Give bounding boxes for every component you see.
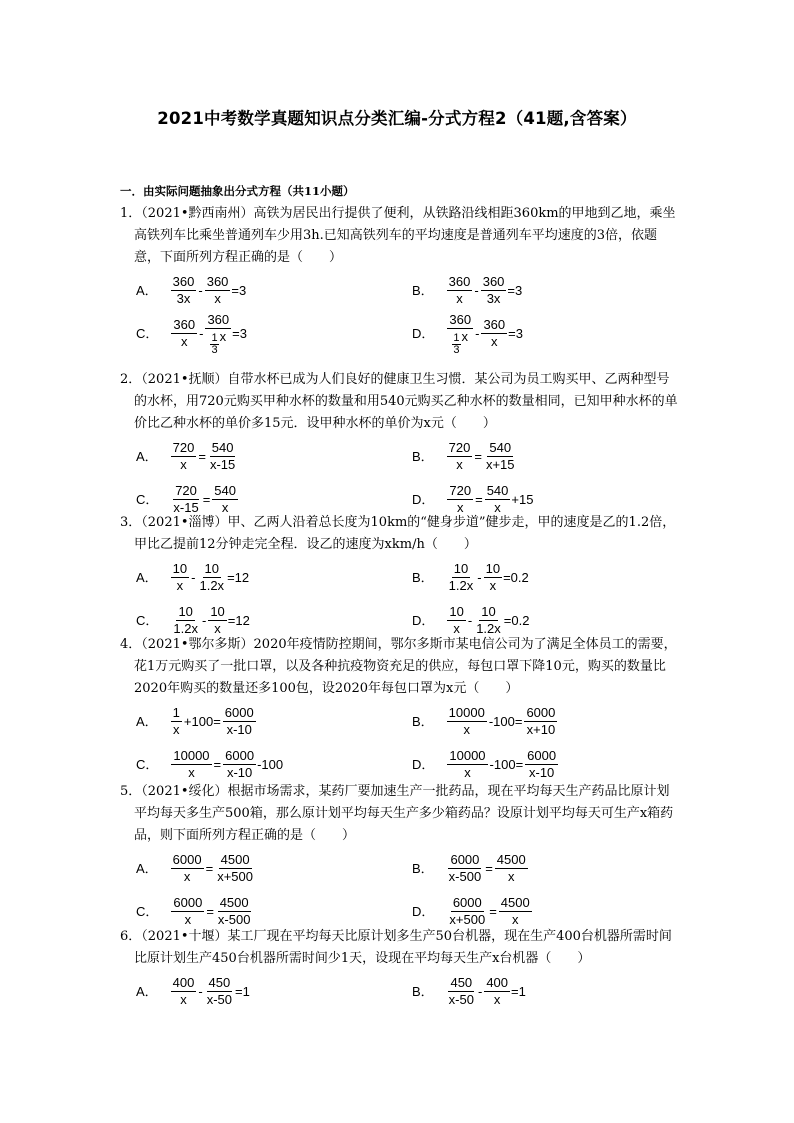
equation-rhs: +15 [511, 491, 534, 507]
numerator: 10000 [449, 748, 486, 763]
numerator: 10 [453, 561, 469, 576]
denominator: x [180, 457, 187, 472]
numerator: 10 [449, 604, 464, 619]
numerator: 10 [204, 561, 219, 576]
denominator: x [214, 291, 221, 306]
denominator: 1.2x [199, 578, 225, 593]
fraction [447, 440, 473, 473]
denominator: x [176, 578, 184, 593]
denominator: $\frac{1}{3}$ x [453, 328, 469, 356]
option-row [120, 269, 680, 312]
operator: +100= [183, 713, 221, 729]
option-label: B． [412, 983, 434, 999]
numerator: 4500 [220, 852, 250, 867]
operator: - [475, 325, 480, 341]
numerator: 6000 [172, 852, 202, 867]
denominator: x [511, 912, 519, 927]
denominator: x [491, 334, 498, 349]
option-a[interactable] [136, 435, 238, 478]
mini-fraction: $\frac{1}{3}$ [453, 331, 460, 356]
fraction [171, 975, 197, 1008]
option-a[interactable] [136, 970, 250, 1013]
fraction [208, 440, 237, 473]
fraction [171, 604, 200, 637]
numerator: 540 [211, 440, 234, 455]
option-label: A． [136, 569, 158, 585]
equation-rhs: -100 [257, 756, 284, 772]
option-label: D． [412, 756, 435, 772]
question-2 [120, 369, 680, 521]
fraction [215, 852, 255, 885]
denominator: x [180, 334, 188, 349]
numerator: 6000 [527, 748, 557, 763]
fraction [171, 895, 204, 928]
numerator: 6000 [526, 705, 556, 720]
numerator: 360 [483, 317, 506, 332]
operator: - [191, 569, 196, 585]
option-label: A． [136, 713, 158, 729]
fraction [171, 748, 211, 781]
equation-rhs: =12 [227, 612, 250, 628]
option-a[interactable] [136, 700, 257, 743]
operator: = [206, 903, 214, 919]
option-row [120, 312, 680, 355]
fraction [495, 852, 528, 885]
fraction [481, 317, 507, 350]
equation-rhs: =12 [227, 569, 250, 585]
numerator: 360 [207, 311, 230, 327]
denominator: x [463, 722, 470, 737]
denominator: x-10 [528, 765, 555, 780]
denominator: x [214, 621, 221, 636]
operator: - [474, 282, 479, 298]
fraction [484, 440, 517, 473]
fraction [484, 975, 510, 1008]
operator: -100= [488, 713, 523, 729]
fraction [447, 748, 487, 781]
numerator: 10 [485, 561, 501, 576]
denominator: x+15 [485, 457, 515, 472]
numerator: 540 [214, 483, 236, 498]
option-a[interactable] [136, 269, 246, 312]
denominator: x [489, 578, 497, 593]
numerator: 10 [481, 604, 496, 619]
option-row [120, 435, 680, 478]
option-row [120, 743, 680, 786]
numerator: 400 [486, 975, 509, 990]
denominator: x [184, 912, 192, 927]
operator: - [477, 569, 482, 585]
fraction [447, 975, 476, 1008]
fraction [474, 604, 503, 637]
equation-rhs: =3 [507, 282, 523, 298]
operator: = [202, 491, 211, 507]
option-b[interactable] [412, 847, 529, 890]
option-row [120, 847, 680, 890]
option-label: C． [136, 903, 159, 919]
option-label: C． [136, 612, 159, 628]
denominator: x [180, 992, 187, 1007]
fraction [171, 274, 197, 307]
fraction [447, 705, 487, 738]
numerator: 10 [172, 561, 188, 576]
numerator: 6000 [173, 895, 203, 910]
option-b[interactable] [412, 700, 558, 743]
denominator: x-10 [226, 765, 253, 780]
option-label: D． [412, 903, 435, 919]
equation-rhs: =1 [235, 983, 250, 999]
question-3 [120, 512, 680, 642]
section-heading: 一．由实际问题抽象出分式方程（共11小题） [120, 184, 355, 198]
denominator: 3x [176, 291, 191, 306]
option-label: C． [136, 325, 159, 341]
option-c[interactable] [136, 743, 283, 786]
option-label: D． [412, 325, 435, 341]
operator: = [213, 756, 222, 772]
fraction [223, 705, 256, 738]
numerator: 540 [486, 483, 509, 498]
equation-rhs: =3 [232, 325, 247, 341]
question-stem: 5．（2021•绥化）根据市场需求，某药厂要加速生产一批药品，现在平均每天生产药品比原计划平均每天多生产500箱，那么原计划平均每天生产多少箱药品？设原计划平均每天可生产x箱药品，则下面所列方程正确的是（ ） [120, 784, 674, 843]
option-row [120, 970, 680, 1013]
fraction [171, 440, 197, 473]
denominator: x-500 [217, 912, 251, 927]
denominator: x+500 [449, 912, 486, 927]
denominator: x [456, 291, 463, 306]
numerator: 360 [172, 274, 195, 289]
fraction [205, 274, 231, 307]
question-5 [120, 781, 680, 933]
numerator: 720 [175, 483, 197, 498]
option-row [120, 556, 680, 599]
option-a[interactable] [136, 847, 256, 890]
numerator: 360 [449, 311, 472, 327]
question-6 [120, 926, 680, 1013]
option-b[interactable] [412, 269, 522, 312]
operator: = [485, 860, 493, 876]
fraction [447, 895, 487, 928]
operator: = [474, 448, 482, 464]
operator: = [489, 903, 497, 919]
fraction [447, 312, 473, 356]
denominator: x [464, 765, 471, 780]
numerator: 10000 [448, 705, 485, 720]
option-label: B． [412, 860, 434, 876]
denominator: x [183, 869, 191, 884]
equation-rhs: =3 [231, 282, 247, 298]
option-b[interactable] [412, 556, 529, 599]
denominator: x [173, 722, 180, 737]
numerator: 400 [172, 975, 195, 990]
option-label: A． [136, 282, 158, 298]
operator: - [199, 325, 204, 341]
operator: = [198, 448, 206, 464]
fraction [447, 274, 473, 307]
operator: - [467, 612, 473, 628]
fraction [171, 705, 182, 738]
fraction [447, 852, 484, 885]
denominator: x [221, 500, 229, 515]
option-b[interactable] [412, 970, 526, 1013]
option-d[interactable] [412, 312, 523, 355]
option-label: B． [412, 713, 434, 729]
denominator: x [188, 765, 195, 780]
denominator: x [456, 500, 464, 515]
fraction [499, 895, 532, 928]
denominator: x+10 [526, 722, 556, 737]
denominator: 1.2x [173, 621, 198, 636]
question-stem: 4．（2021•鄂尔多斯）2020年疫情防控期间，鄂尔多斯市某电信公司为了满足全体员工的需要，花1万元购买了一批口罩，以及各种抗疫物资充足的供应，每包口罩下降10元，购买的数量比2020年购买的数量还多100包，设2020年每包口罩为x元（ ） [120, 637, 677, 696]
denominator: x-15 [209, 457, 236, 472]
numerator: 4500 [219, 895, 249, 910]
option-label: B． [412, 448, 434, 464]
numerator: 6000 [450, 852, 480, 867]
operator: = [475, 491, 483, 507]
option-row [120, 700, 680, 743]
numerator: 4500 [500, 895, 530, 910]
operator: - [201, 612, 207, 628]
option-label: C． [136, 491, 159, 507]
option-a[interactable] [136, 556, 249, 599]
fraction [205, 312, 231, 356]
denominator: x [508, 869, 515, 884]
fraction [171, 561, 189, 594]
fraction [197, 561, 226, 594]
numerator: 4500 [496, 852, 526, 867]
denominator: 1.2x [448, 578, 474, 593]
mini-fraction: $\frac{1}{3}$ [211, 331, 218, 356]
question-stem: 3．（2021•淄博）甲、乙两人沿着总长度为10km的“健身步道”健步走，甲的速度是乙的1.2倍，甲比乙提前12分钟走完全程．设乙的速度为xkm/h（ ） [120, 515, 676, 552]
denominator: x [453, 621, 460, 636]
numerator: 10 [178, 604, 193, 619]
option-label: C． [136, 756, 159, 772]
question-stem: 6．（2021•十堰）某工厂现在平均每天比原计划多生产50台机器，现在生产400台机器所需时间比原计划生产450台机器所需时间少1天，设现在平均每天生产x台机器（ ） [120, 929, 672, 966]
denominator: x [493, 992, 501, 1007]
numerator: 10 [210, 604, 225, 619]
option-label: B． [412, 282, 434, 298]
operator: = [205, 860, 214, 876]
fraction [524, 705, 557, 738]
fraction [171, 317, 197, 350]
option-label: D． [412, 491, 435, 507]
equation-rhs: =3 [508, 325, 523, 341]
numerator: 450 [208, 975, 231, 990]
question-4 [120, 634, 680, 786]
numerator: 720 [448, 440, 471, 455]
question-1 [120, 203, 680, 355]
option-b[interactable] [412, 435, 518, 478]
fraction [205, 975, 234, 1008]
numerator: 1 [172, 705, 180, 720]
numerator: 360 [448, 274, 471, 289]
option-d[interactable] [412, 743, 559, 786]
numerator: 6000 [452, 895, 482, 910]
fraction [216, 895, 253, 928]
fraction [525, 748, 558, 781]
equation-rhs: =1 [511, 983, 526, 999]
denominator: x+500 [217, 869, 253, 884]
denominator: x-50 [206, 992, 233, 1007]
denominator: 3x [486, 291, 501, 306]
numerator: 360 [206, 274, 229, 289]
fraction [171, 852, 204, 885]
operator: - [198, 983, 203, 999]
fraction [208, 604, 226, 637]
option-label: A． [136, 983, 158, 999]
denominator: x-50 [448, 992, 474, 1007]
fraction [481, 274, 507, 307]
operator: - [477, 983, 483, 999]
question-stem: 1．（2021•黔西南州）高铁为居民出行提供了便利，从铁路沿线相距360km的甲地到乙地，乘坐高铁列车比乘坐普通列车少用3h.已知高铁列车的平均速度是普通列车平均速度的3倍，依题意，下面所列方程正确的是（ ） [120, 206, 676, 265]
question-stem: 2．（2021•抚顺）自带水杯已成为人们良好的健康卫生习惯．某公司为员工购买甲、乙两种型号的水杯，用720元购买甲种水杯的数量和用540元购买乙种水杯的数量相同，已知甲种水杯的单价比乙种水杯的单价多15元．设甲种水杯的单价为x元（ ） [120, 372, 678, 431]
fraction [447, 561, 476, 594]
denominator: 1.2x [476, 621, 501, 636]
numerator: 6000 [224, 705, 254, 720]
denominator: x-15 [173, 500, 199, 515]
numerator: 10000 [173, 748, 210, 763]
denominator: x [494, 500, 501, 515]
option-label: D． [412, 612, 435, 628]
denominator: x-10 [226, 722, 252, 737]
denominator: x-500 [448, 869, 482, 884]
option-label: B． [412, 569, 434, 585]
option-c[interactable] [136, 312, 247, 355]
numerator: 540 [489, 440, 512, 455]
fraction [223, 748, 256, 781]
operator: - [198, 282, 203, 298]
numerator: 720 [172, 440, 195, 455]
denominator: x [456, 457, 463, 472]
denominator: $\frac{1}{3}$ x [211, 328, 227, 356]
equation-rhs: =0.2 [503, 569, 529, 585]
equation-rhs: =0.2 [503, 612, 530, 628]
numerator: 720 [449, 483, 472, 498]
operator: -100= [489, 756, 524, 772]
numerator: 360 [482, 274, 505, 289]
fraction [484, 561, 502, 594]
numerator: 6000 [225, 748, 255, 763]
page-title: 2021中考数学真题知识点分类汇编-分式方程2（41题,含答案） [157, 109, 637, 128]
numerator: 450 [450, 975, 473, 990]
option-label: A． [136, 448, 158, 464]
fraction [447, 604, 465, 637]
option-label: A． [136, 860, 158, 876]
numerator: 360 [173, 317, 196, 332]
